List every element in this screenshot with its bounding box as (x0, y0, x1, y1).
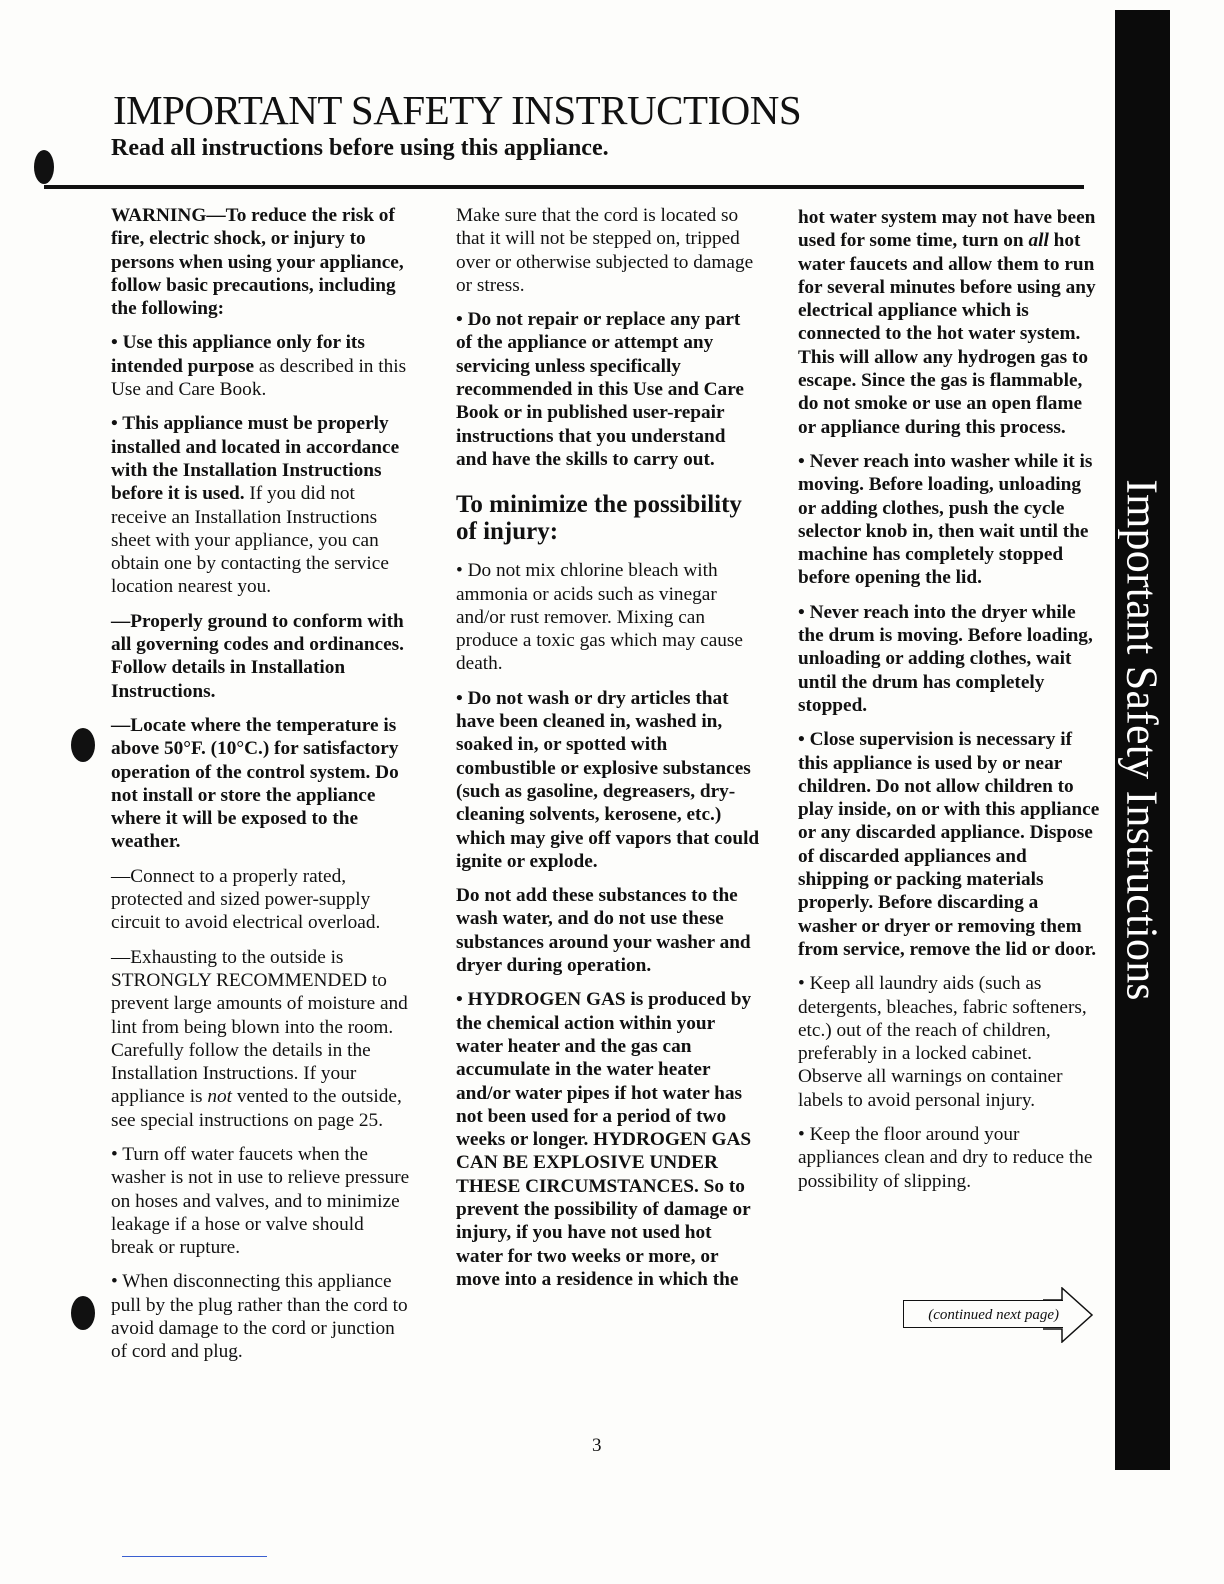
column-3 (798, 206, 1100, 1204)
paragraph: Do not add these substances to the wash water, and do not use these substances around your washer and dryer during operation. (456, 885, 751, 977)
text: hot water faucets and allow them to run for several minutes before using any electrical appliance which is connected to the hot water system. This will allow any hydrogen gas to escape. Since the gas is flammable, do not smoke or use an open flame or appliance during this process. (798, 230, 1096, 438)
header-rule (44, 185, 1084, 189)
warning-paragraph: WARNING—To reduce the risk of fire, electric shock, or injury to persons when using your appliance, follow basic precautions, including the following: (111, 205, 404, 320)
paragraph: • Turn off water faucets when the washer is not in use to relieve pressure on hoses and valves, and to minimize leakage if a hose or valve should break or rupture. (111, 1143, 410, 1259)
paragraph: • Do not mix chlorine bleach with ammonia or acids such as vinegar and/or rust remover. Mixing can produce a toxic gas which may cause death. (456, 560, 743, 675)
page-number: 3 (592, 1435, 602, 1456)
side-tab-label: Important Safety Instructions (1117, 479, 1167, 1001)
text: hot water system may not have been used for some time, turn on (798, 207, 1096, 252)
column-2 (456, 204, 761, 1302)
paragraph: • Close supervision is necessary if this appliance is used by or near children. Do not allow children to play inside, on or with this appliance or any discarded appliance. Dispose of discarded appliances and shipping or packing materials properly. Before discarding a washer or dryer or removing them from service, remove the lid or door. (798, 729, 1100, 960)
arrow-right-icon (1042, 1287, 1094, 1343)
footer-line (122, 1556, 267, 1557)
binder-hole-mark (71, 1296, 95, 1330)
paragraph: —Properly ground to conform with all governing codes and ordinances. Follow details in Installation Instructions. (111, 610, 404, 702)
page-subtitle: Read all instructions before using this appliance. (111, 135, 609, 161)
column-1 (111, 204, 411, 1375)
emphasis: not (207, 1086, 233, 1108)
page-title: IMPORTANT SAFETY INSTRUCTIONS (113, 87, 802, 133)
bold-text: • This appliance must be properly installed and located in accordance with the Installation Instructions before it is used. (111, 413, 400, 505)
paragraph: • Do not wash or dry articles that have been cleaned in, washed in, soaked in, or spotted with combustible or explosive substances (such as gasoline, degreasers, dry-cleaning solvents, kerosene, etc.) which may give off vapors that could ignite or explode. (456, 687, 760, 872)
paragraph: —Locate where the temperature is above 50°F. (10°C.) for satisfactory operation of the control system. Do not install or store the appliance where it will be exposed to the weather. (111, 714, 399, 853)
section-heading: To minimize the possibility of injury: (456, 491, 742, 546)
paragraph: • When disconnecting this appliance pull by the plug rather than the cord to avoid damage to the cord or junction of cord and plug. (111, 1271, 408, 1363)
paragraph: • Keep all laundry aids (such as detergents, bleaches, fabric softeners, etc.) out of the reach of children, preferably in a locked cabinet. Observe all warnings on container labels to avoid personal injury. (798, 973, 1087, 1111)
binder-hole-mark (34, 150, 54, 184)
paragraph: • Never reach into the dryer while the drum is moving. Before loading, unloading or adding clothes, wait until the drum has completely stopped. (798, 601, 1093, 716)
text: —Exhausting to the outside is STRONGLY RECOMMENDED to prevent large amounts of moisture and lint from being blown into the room. Carefully follow the details in the Installation Instructions. If your appliance is (111, 946, 408, 1108)
paragraph (111, 331, 411, 401)
emphasis: all (1028, 230, 1049, 252)
paragraph: Make sure that the cord is located so that it will not be stepped on, tripped over or otherwise subjected to damage or stress. (456, 205, 754, 296)
paragraph: • Never reach into washer while it is moving. Before loading, unloading or adding clothes, push the cycle selector knob in, then wait until the machine has completely stopped before opening the lid. (798, 450, 1093, 589)
paragraph (111, 412, 411, 598)
text: If you did not receive an Installation Instructions sheet with your appliance, you can obtain one by contacting the service location nearest you. (111, 483, 389, 598)
bold-text: • Use this appliance only for its intended purpose (111, 332, 365, 377)
paragraph (798, 206, 1100, 439)
paragraph: • Do not repair or replace any part of the appliance or attempt any servicing unless specifically recommended in this Use and Care Book or in published user-repair instructions that you understand and have the skills to carry out. (456, 309, 744, 470)
continued-label: (continued next page) (903, 1300, 1063, 1328)
paragraph: —Connect to a properly rated, protected and sized power-supply circuit to avoid electrical overload. (111, 865, 381, 934)
text: vented to the outside, see special instructions on page 25. (111, 1086, 402, 1131)
paragraph: • Keep the floor around your appliances clean and dry to reduce the possibility of slipping. (798, 1123, 1093, 1192)
paragraph: • HYDROGEN GAS is produced by the chemical action within your water heater and the gas can accumulate in the water heater and/or water pipes if hot water has not been used for a period of two weeks or longer. HYDROGEN GAS CAN BE EXPLOSIVE UNDER THESE CIRCUMSTANCES. So to prevent the possibility of damage or injury, if you have not used hot water for two weeks or more, or move into a residence in which the (456, 989, 752, 1290)
text: as described in this Use and Care Book. (111, 355, 407, 401)
binder-hole-mark (71, 728, 95, 762)
paragraph (111, 946, 411, 1132)
